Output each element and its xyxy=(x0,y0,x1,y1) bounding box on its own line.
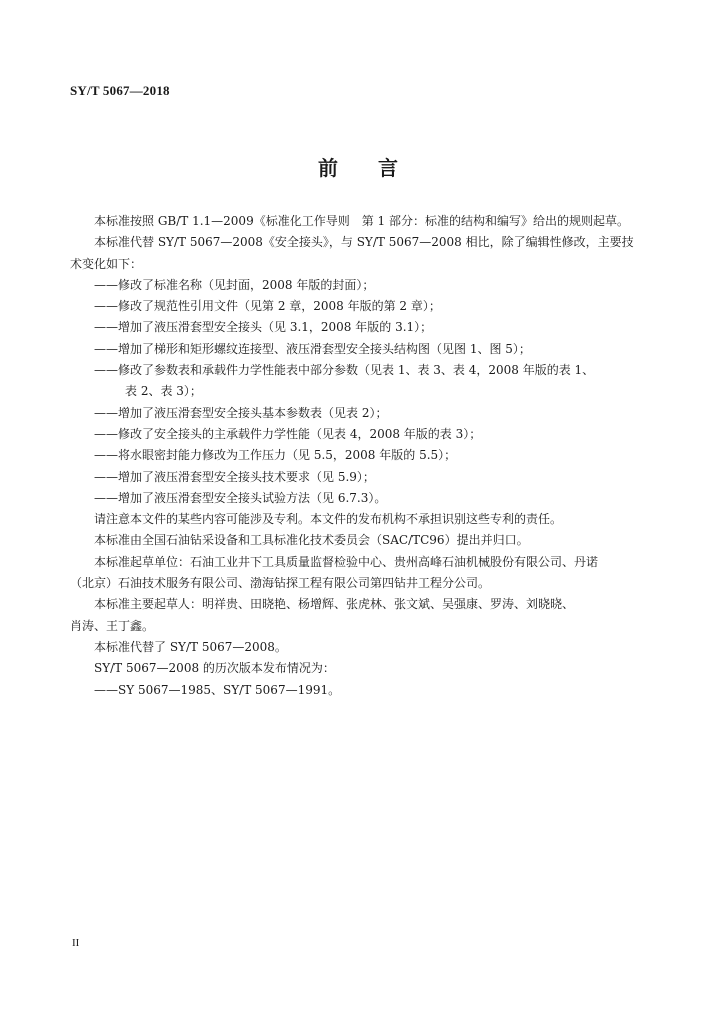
list-item: ——增加了梯形和矩形螺纹连接型、液压滑套型安全接头结构图（见图 1、图 5）； xyxy=(94,341,531,356)
paragraph-replacement: 本标准代替 SY/T 5067—2008《安全接头》，与 SY/T 5067—2008 相比，除了编辑性修改，主要技 xyxy=(94,235,634,250)
paragraph-replacement-cont: 术变化如下： xyxy=(70,256,143,271)
list-item: ——增加了液压滑套型安全接头基本参数表（见表 2）； xyxy=(94,405,388,420)
document-body xyxy=(70,211,652,701)
paragraph-drafters-cont: 肖涛、王丁鑫。 xyxy=(70,618,155,633)
list-item xyxy=(70,360,652,403)
list-item: ——修改了安全接头的主承载件力学性能（见表 4，2008 年版的表 3）； xyxy=(94,426,482,441)
list-item-continuation: 表 2、表 3）； xyxy=(125,384,202,399)
paragraph-drafting-rules: 本标准按照 GB/T 1.1—2009《标准化工作导则 第 1 部分：标准的结构和编写》给出的规则起草。 xyxy=(94,214,629,228)
paragraph-history-intro: SY/T 5067—2008 的历次版本发布情况为： xyxy=(94,661,335,676)
page-title: 前言 xyxy=(318,156,438,180)
paragraph-patent-notice: 请注意本文件的某些内容可能涉及专利。本文件的发布机构不承担识别这些专利的责任。 xyxy=(94,512,563,527)
paragraph-committee: 本标准由全国石油钻采设备和工具标准化技术委员会（SAC/TC96）提出并归口。 xyxy=(94,533,529,548)
paragraph-replaces: 本标准代替了 SY/T 5067—2008。 xyxy=(94,639,287,654)
list-item: ——修改了标准名称（见封面，2008 年版的封面）； xyxy=(94,277,375,292)
list-item: ——增加了液压滑套型安全接头试验方法（见 6.7.3）。 xyxy=(94,490,387,505)
list-item: ——增加了液压滑套型安全接头（见 3.1，2008 年版的 3.1）； xyxy=(94,320,433,335)
paragraph-drafters: 本标准主要起草人：明祥贵、田晓艳、杨增辉、张虎林、张文斌、吴强康、罗涛、刘晓晓、 xyxy=(94,597,575,612)
paragraph-drafting-units-cont: （北京）石油技术服务有限公司、渤海钻探工程有限公司第四钻井工程分公司。 xyxy=(70,576,491,591)
paragraph-drafting-units: 本标准起草单位：石油工业井下工具质量监督检验中心、贵州高峰石油机械股份有限公司、丹诺 xyxy=(94,554,599,569)
history-item: ——SY 5067—1985、SY/T 5067—1991。 xyxy=(94,682,341,697)
list-item: ——修改了规范性引用文件（见第 2 章，2008 年版的第 2 章）； xyxy=(94,299,441,314)
list-item-text: ——修改了参数表和承载件力学性能表中部分参数（见表 1、表 3、表 4，2008 年版的表 1、 xyxy=(94,363,595,378)
page-number: II xyxy=(72,937,80,949)
list-item: ——增加了液压滑套型安全接头技术要求（见 5.9）； xyxy=(94,469,375,484)
list-item: ——将水眼密封能力修改为工作压力（见 5.5，2008 年版的 5.5）； xyxy=(94,448,457,463)
standard-code: SY/T 5067—2018 xyxy=(70,83,170,98)
